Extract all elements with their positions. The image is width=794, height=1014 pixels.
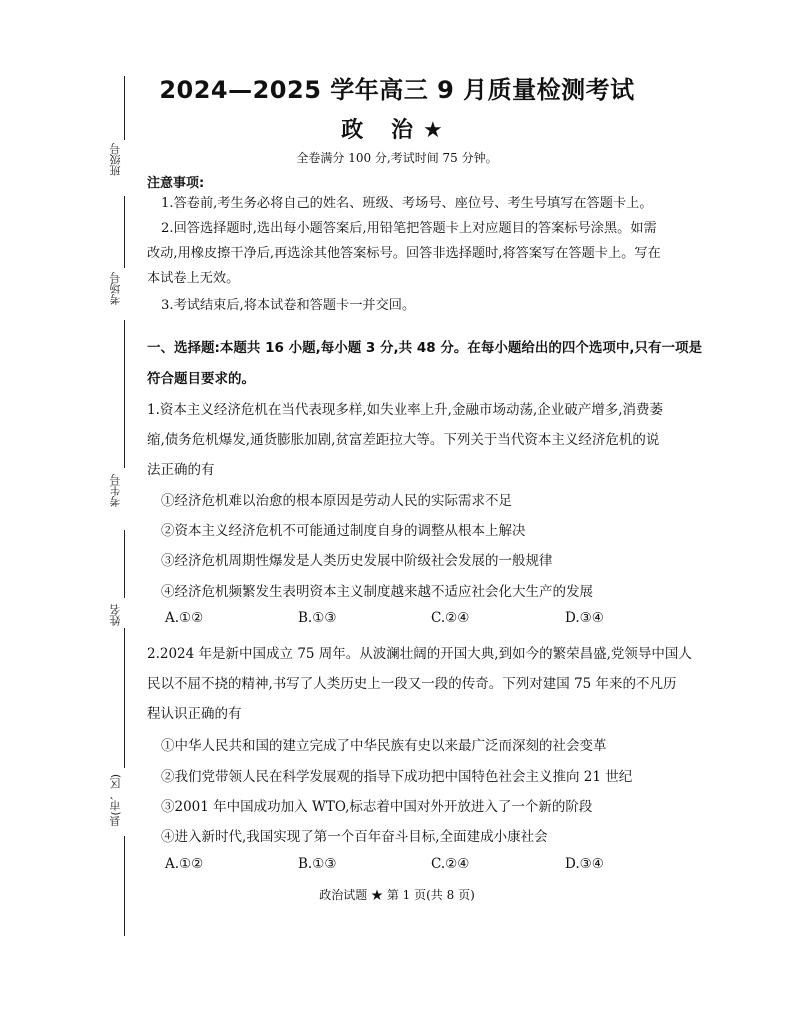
section-heading: 一、选择题:本题共 16 小题,每小题 3 分,共 48 分。在每小题给出的四个选项中,只有一项是 [147,340,702,356]
section-heading-cont: 符合题目要求的。 [147,371,255,387]
binding-line [124,530,125,598]
choice-d[interactable]: D.③④ [565,856,604,872]
choice-a[interactable]: A.①② [165,610,204,626]
statement: ②我们党带领人民在科学发展观的指导下成功把中国特色社会主义推向 21 世纪 [161,769,633,785]
statement: ①中华人民共和国的建立完成了中华民族有史以来最广泛而深刻的社会变革 [161,738,607,754]
binding-line [124,628,125,768]
side-label-class: 班级号 [109,143,122,176]
question-stem: 缩,债务危机爆发,通货膨胀加剧,贫富差距拉大等。下列关于当代资本主义经济危机的说 [147,432,660,448]
notes-item: 1.答卷前,考生务必将自己的姓名、班级、考场号、座位号、考生号填写在答题卡上。 [161,196,653,211]
notes-item: 3.考试结束后,将本试卷和答题卡一并交回。 [161,298,416,313]
choice-a[interactable]: A.①② [165,856,204,872]
exam-title: 2024—2025 学年高三 9 月质量检测考试 [159,76,635,104]
binding-line [124,196,125,268]
choice-d[interactable]: D.③④ [565,610,604,626]
statement: ③经济危机周期性爆发是人类历史发展中阶级社会发展的一般规律 [161,553,553,569]
choice-b[interactable]: B.①③ [298,610,337,626]
side-label-examinee: 考生号 [109,474,122,507]
choice-c[interactable]: C.②④ [431,610,470,626]
question-stem: 1.资本主义经济危机在当代表现多样,如失业率上升,金融市场动荡,企业破产增多,消费萎 [147,402,664,418]
statement: ④经济危机频繁发生表明资本主义制度越来越不适应社会化大生产的发展 [161,584,593,600]
question-stem: 2.2024 年是新中国成立 75 周年。从波澜壮阔的开国大典,到如今的繁荣昌盛,党领导中国人 [147,646,692,662]
choice-c[interactable]: C.②④ [431,856,470,872]
page-footer: 政治试题 ★ 第 1 页(共 8 页) [319,888,475,902]
notes-item: 改动,用橡皮擦干净后,再选涂其他答案标号。回答非选择题时,将答案写在答题卡上。写在 [147,246,661,261]
question-stem: 民以不屈不挠的精神,书写了人类历史上一段又一段的传奇。下列对建国 75 年来的不凡历 [147,676,677,692]
side-label-name: 姓名 [109,604,122,626]
exam-subject: 政 治★ [341,118,453,143]
question-stem: 法正确的有 [147,462,215,478]
side-label-county: 县(市、区) [109,774,122,827]
side-label-room: 考场号 [109,272,122,305]
statement: ①经济危机难以治愈的根本原因是劳动人民的实际需求不足 [161,493,512,509]
statement: ③2001 年中国成功加入 WTO,标志着中国对外开放进入了一个新的阶段 [161,799,593,815]
choice-b[interactable]: B.①③ [298,856,337,872]
statement: ④进入新时代,我国实现了第一个百年奋斗目标,全面建成小康社会 [161,829,548,845]
notes-title: 注意事项: [147,176,205,191]
binding-line [124,320,125,468]
statement: ②资本主义经济危机不可能通过制度自身的调整从根本上解决 [161,523,526,539]
question-stem: 程认识正确的有 [147,706,242,722]
notes-item: 本试卷上无效。 [147,271,240,286]
notes-item: 2.回答选择题时,选出每小题答案后,用铅笔把答题卡上对应题目的答案标号涂黑。如需 [161,221,657,236]
exam-meta: 全卷满分 100 分,考试时间 75 分钟。 [296,151,498,165]
